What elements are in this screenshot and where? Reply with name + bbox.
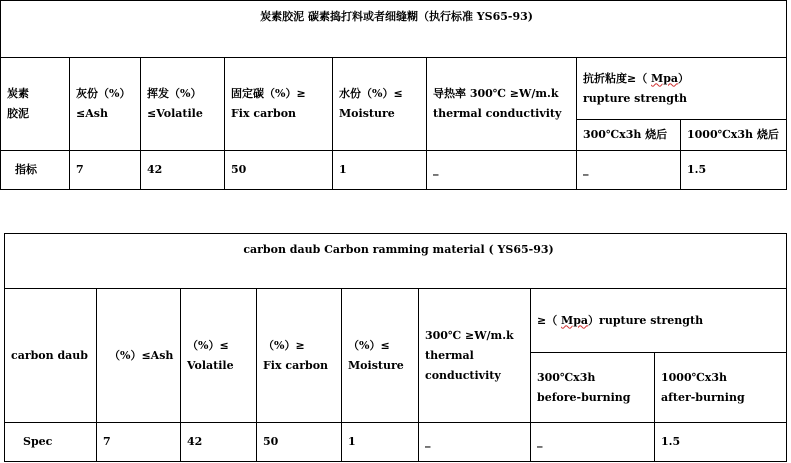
cell-thermal: _: [427, 151, 577, 190]
cell-fixed-carbon: 50: [257, 423, 342, 462]
cell-moisture: 1: [342, 423, 419, 462]
cell-volatile: 42: [141, 151, 225, 190]
cell-thermal: _: [419, 423, 531, 462]
header-moisture: 水份（%）≤ Moisture: [333, 58, 427, 151]
cell-moisture: 1: [333, 151, 427, 190]
header-rupture-strength: ≥（ Mpa）rupture strength: [531, 289, 787, 353]
header-volatile: 挥发（%） ≤Volatile: [141, 58, 225, 151]
header-product-name: carbon daub: [5, 289, 97, 423]
row-label: 指标: [1, 151, 70, 190]
table-row: [1, 151, 787, 190]
subheader-1000c: 1000℃x3h 烧后: [681, 120, 787, 151]
spellcheck-underlined-word: Mpa: [651, 71, 679, 85]
subheader-1000c: 1000℃x3h after-burning: [655, 353, 787, 423]
header-fixed-carbon: （%）≥ Fix carbon: [257, 289, 342, 423]
subheader-300c: 300℃x3h before-burning: [531, 353, 655, 423]
header-volatile: （%）≤ Volatile: [181, 289, 257, 423]
table-title: 炭素胶泥 碳素捣打料或者细缝糊（执行标准 YS65-93): [1, 1, 787, 58]
header-thermal-conductivity: 300℃ ≥W/m.k thermal conductivity: [419, 289, 531, 423]
cell-fixed-carbon: 50: [225, 151, 333, 190]
header-moisture: （%）≤ Moisture: [342, 289, 419, 423]
subheader-300c: 300℃x3h 烧后: [577, 120, 681, 151]
cell-strength-1000c: 1.5: [681, 151, 787, 190]
header-ash: 灰份（%） ≤Ash: [70, 58, 141, 151]
table-title: carbon daub Carbon ramming material ( YS65-93): [5, 234, 787, 289]
header-fixed-carbon: 固定碳（%）≥ Fix carbon: [225, 58, 333, 151]
cell-strength-1000c: 1.5: [655, 423, 787, 462]
header-rupture-strength: 抗折粘度≥（ Mpa） rupture strength: [577, 58, 787, 120]
cell-volatile: 42: [181, 423, 257, 462]
cell-strength-300c: _: [531, 423, 655, 462]
spec-table-english: [4, 233, 787, 462]
cell-ash: 7: [97, 423, 181, 462]
header-thermal-conductivity: 导热率 300℃ ≥W/m.k thermal conductivity: [427, 58, 577, 151]
spec-table-chinese: [0, 0, 787, 190]
table-row: [5, 423, 787, 462]
header-product-name: 炭素 胶泥: [1, 58, 70, 151]
header-ash: （%）≤Ash: [97, 289, 181, 423]
spellcheck-underlined-word: Mpa: [561, 313, 589, 327]
cell-ash: 7: [70, 151, 141, 190]
row-label: Spec: [5, 423, 97, 462]
cell-strength-300c: _: [577, 151, 681, 190]
